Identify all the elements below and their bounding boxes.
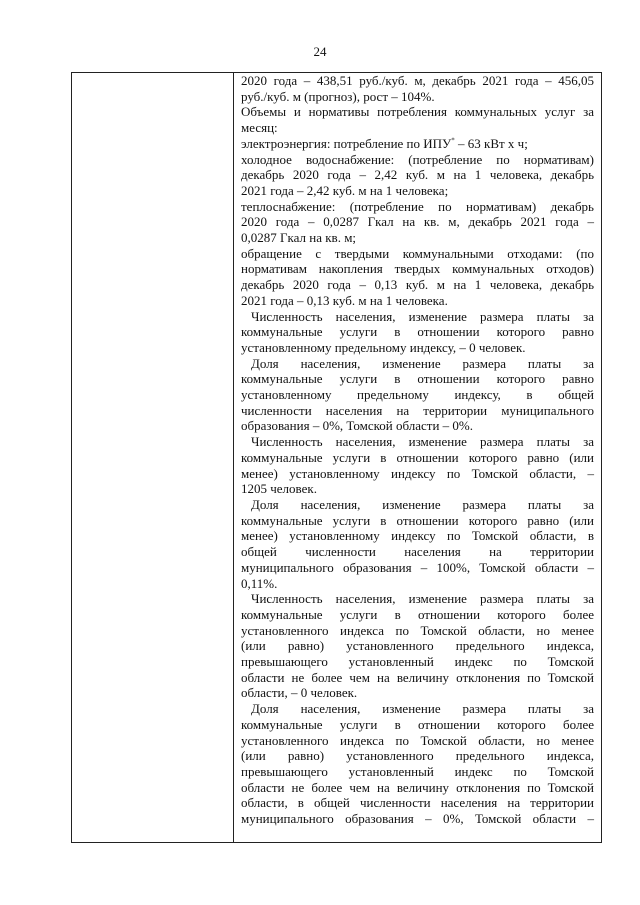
text-line-content: коммунальные услуги в отношении которого равно xyxy=(241,324,594,340)
text-line xyxy=(241,120,594,136)
text-line-content: руб./куб. м (прогноз), рост – 104%. xyxy=(241,88,435,104)
text-line-content: коммунальные услуги в отношении которого равно (или xyxy=(241,449,594,465)
text-line xyxy=(241,733,594,749)
text-line-content: Численность населения, изменение размера платы за xyxy=(251,591,594,607)
text-line xyxy=(241,513,594,529)
text-line-content: менее) установленному индексу по Томской области, в xyxy=(241,528,594,544)
text-line xyxy=(241,199,594,215)
text-line xyxy=(241,73,594,89)
text-line-content: коммунальные услуги в отношении которого более xyxy=(241,716,594,732)
text-line-content: коммунальные услуги в отношении которого равно (или xyxy=(241,512,594,528)
text-line-content: установленному предельному индексу, – 0 человек. xyxy=(241,339,526,355)
text-line xyxy=(241,497,594,513)
text-line-content: (или равно) установленного предельного индекса, xyxy=(241,748,594,764)
text-line-content: декабрь 2020 года – 0,13 куб. м на 1 человека, декабрь xyxy=(241,277,594,293)
text-line xyxy=(241,356,594,372)
text-line xyxy=(241,261,594,277)
text-line-content: общей численности населения на территории xyxy=(241,544,594,560)
text-line-content: (или равно) установленного предельного индекса, xyxy=(241,638,594,654)
text-line xyxy=(241,717,594,733)
text-line-content: Доля населения, изменение размера платы за xyxy=(251,701,594,717)
text-line-content: муниципального образования – 0%, Томской области – xyxy=(241,811,594,827)
text-line xyxy=(241,591,594,607)
text-line-content: 1205 человек. xyxy=(241,481,317,497)
text-line xyxy=(241,607,594,623)
text-line-content: области не более чем на величину отклонения по Томской xyxy=(241,779,594,795)
text-line-content: холодное водоснабжение: (потребление по нормативам) xyxy=(241,151,594,167)
text-line-content: установленного индекса по Томской области, но менее xyxy=(241,732,594,748)
text-line-content: Доля населения, изменение размера платы за xyxy=(251,496,594,512)
text-line xyxy=(241,309,594,325)
text-line xyxy=(241,466,594,482)
text-line-content: превышающего установленный индекс по Томской xyxy=(241,763,594,779)
text-line xyxy=(241,371,594,387)
text-line xyxy=(241,685,594,701)
text-line-content: установленному предельному индексу, в общей xyxy=(241,387,594,403)
text-line xyxy=(241,214,594,230)
text-line xyxy=(241,560,594,576)
text-line-content: электроэнергия: потребление по ИПУ xyxy=(241,135,452,151)
text-line xyxy=(241,246,594,262)
text-line-content: 0,0287 Гкал на кв. м; xyxy=(241,230,357,246)
text-line xyxy=(241,701,594,717)
text-line xyxy=(241,795,594,811)
text-line xyxy=(241,277,594,293)
text-line-content: теплоснабжение: (потребление по нормативам) декабрь xyxy=(241,198,594,214)
text-line xyxy=(241,528,594,544)
text-line-content: Доля населения, изменение размера платы за xyxy=(251,355,594,371)
text-line xyxy=(241,387,594,403)
text-line-content: 2021 года – 2,42 куб. м на 1 человека; xyxy=(241,182,449,198)
text-line xyxy=(241,748,594,764)
text-line xyxy=(241,167,594,183)
table-left-cell xyxy=(72,73,234,842)
text-line xyxy=(241,340,594,356)
text-line xyxy=(241,764,594,780)
text-line-content: 2020 года – 0,0287 Гкал на кв. м, декабрь 2021 года – xyxy=(241,214,594,230)
text-line xyxy=(241,481,594,497)
text-line xyxy=(241,293,594,309)
text-line xyxy=(241,638,594,654)
text-line xyxy=(241,450,594,466)
text-line xyxy=(241,811,594,827)
text-line-content: менее) установленному индексу по Томской области, – xyxy=(241,465,594,481)
text-line xyxy=(241,654,594,670)
text-line-content: установленного индекса по Томской области, но менее xyxy=(241,622,594,638)
text-line xyxy=(241,324,594,340)
text-line-content: численности населения на территории муниципального xyxy=(241,402,594,418)
text-line-content: области, в общей численности населения на территории xyxy=(241,795,594,811)
text-line-content: нормативам накопления твердых коммунальных отходов) xyxy=(241,261,594,277)
text-line-content: обращение с твердыми коммунальными отходами: (по xyxy=(241,245,594,261)
text-line xyxy=(241,623,594,639)
text-line-content: 0,11%. xyxy=(241,575,278,591)
text-line xyxy=(241,780,594,796)
text-line-content: муниципального образования – 100%, Томской области – xyxy=(241,559,594,575)
text-line-content: 2020 года – 438,51 руб./куб. м, декабрь 2021 года – 456,05 xyxy=(241,73,594,88)
page-number: 24 xyxy=(313,44,327,59)
text-line-content: Численность населения, изменение размера платы за xyxy=(251,308,594,324)
text-line xyxy=(241,403,594,419)
text-line-content: коммунальные услуги в отношении которого более xyxy=(241,606,594,622)
text-line-tail: – 63 кВт х ч; xyxy=(454,135,528,151)
text-line xyxy=(241,230,594,246)
text-line-content: области не более чем на величину отклонения по Томской xyxy=(241,669,594,685)
text-line xyxy=(241,670,594,686)
text-line-content: коммунальные услуги в отношении которого равно xyxy=(241,371,594,387)
text-line xyxy=(241,418,594,434)
text-line xyxy=(241,136,594,152)
text-line-content: превышающего установленный индекс по Томской xyxy=(241,654,594,670)
table-right-cell xyxy=(234,73,601,842)
text-line-content: образования – 0%, Томской области – 0%. xyxy=(241,418,474,434)
text-line xyxy=(241,104,594,120)
text-line xyxy=(241,576,594,592)
document-table xyxy=(71,72,602,843)
text-line xyxy=(241,434,594,450)
text-line-content: декабрь 2020 года – 2,42 куб. м на 1 человека, декабрь xyxy=(241,167,594,183)
footnote-mark: * xyxy=(451,136,455,145)
text-line xyxy=(241,89,594,105)
text-line xyxy=(241,183,594,199)
text-line-content: месяц: xyxy=(241,120,278,136)
text-line-content: Объемы и нормативы потребления коммунальных услуг за xyxy=(241,104,594,120)
text-line xyxy=(241,152,594,168)
text-line-content: 2021 года – 0,13 куб. м на 1 человека. xyxy=(241,292,448,308)
text-line-content: Численность населения, изменение размера платы за xyxy=(251,434,594,450)
text-line-content: области, – 0 человек. xyxy=(241,685,358,701)
text-line xyxy=(241,544,594,560)
